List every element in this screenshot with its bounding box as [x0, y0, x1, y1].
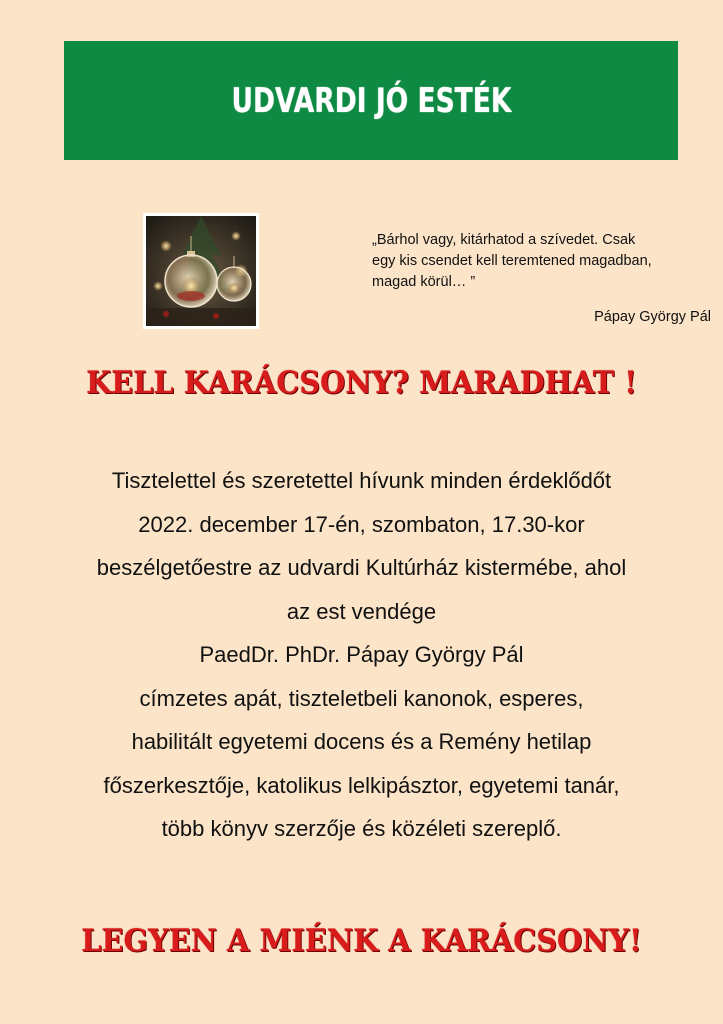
- invitation-line: címzetes apát, tiszteletbeli kanonok, esperes,: [139, 685, 584, 711]
- invitation-line: beszélgetőestre az udvardi Kultúrház kistermébe, ahol: [96, 555, 627, 580]
- quote-line: egy kis csendet kell teremtened magadban,: [372, 253, 652, 269]
- invitation-text: [0, 459, 723, 851]
- headline-top: KELL KARÁCSONY? MARADHAT !: [86, 365, 637, 401]
- invitation-line: Tisztelettel és szeretettel hívunk minden érdeklődőt: [111, 468, 612, 493]
- page-title: UDVARDI JÓ ESTÉK: [231, 80, 511, 121]
- quote-line: magad körül… ”: [372, 274, 476, 290]
- invitation-line: több könyv szerzője és közéleti szereplő.: [161, 816, 562, 841]
- invitation-line: PaedDr. PhDr. Pápay György Pál: [199, 642, 524, 667]
- invitation-line: 2022. december 17-én, szombaton, 17.30-kor: [138, 511, 585, 537]
- quote-line: „Bárhol vagy, kitárhatod a szívedet. Csak: [372, 232, 636, 248]
- headline-bottom: LEGYEN A MIÉNK A KARÁCSONY!: [81, 923, 642, 959]
- title-banner: [64, 41, 678, 160]
- invitation-line: az est vendége: [286, 598, 437, 624]
- ornament-photo-icon: [146, 216, 256, 326]
- quote-text: [372, 230, 717, 293]
- quote-block: [372, 230, 717, 293]
- quote-author: Pápay György Pál: [594, 309, 711, 325]
- christmas-ornament-image: [143, 213, 259, 329]
- invitation-line: főszerkesztője, katolikus lelkipásztor, egyetemi tanár,: [103, 772, 620, 798]
- invitation-line: habilitált egyetemi docens és a Remény hetilap: [131, 729, 592, 754]
